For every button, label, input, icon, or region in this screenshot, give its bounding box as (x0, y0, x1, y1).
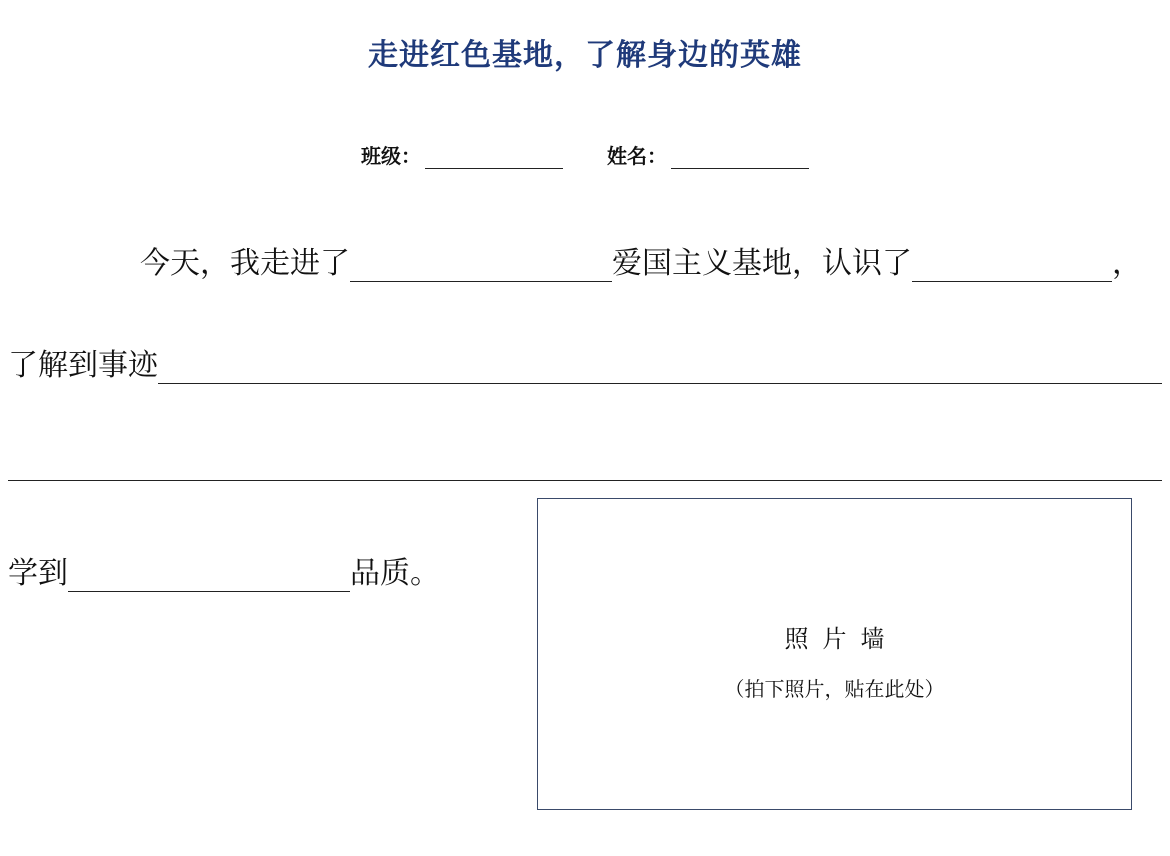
name-blank[interactable] (671, 146, 809, 169)
base-name-blank[interactable] (350, 249, 612, 282)
photo-wall-box (537, 498, 1132, 810)
name-label: 姓名： (607, 144, 667, 168)
paragraph-2 (8, 340, 1162, 384)
paragraph-2-text-1: 了解到事迹 (8, 348, 158, 383)
class-field-group (361, 140, 563, 169)
class-blank[interactable] (425, 146, 563, 169)
worksheet-title: 走进红色基地，了解身边的英雄 (368, 38, 802, 73)
paragraph-1-text-1: 今天，我走进了 (140, 246, 350, 281)
paragraph-3 (8, 548, 440, 592)
hero-name-blank[interactable] (912, 249, 1112, 282)
paragraph-3-text-2: 品质。 (350, 556, 440, 591)
photo-wall-title: 照片墙 (784, 625, 899, 653)
student-info-row (0, 140, 1170, 169)
paragraph-1-text-2: 爱国主义基地，认识了 (612, 246, 912, 281)
deeds-continuation-line[interactable] (8, 480, 1162, 481)
photo-wall-note: （拍下照片，贴在此处） (724, 677, 945, 701)
paragraph-1 (140, 238, 1142, 282)
class-label: 班级： (361, 144, 421, 168)
quality-blank[interactable] (68, 559, 350, 592)
paragraph-1-text-3: ， (1112, 246, 1142, 281)
paragraph-3-text-1: 学到 (8, 556, 68, 591)
deeds-blank[interactable] (158, 351, 1162, 384)
name-field-group (607, 140, 809, 169)
